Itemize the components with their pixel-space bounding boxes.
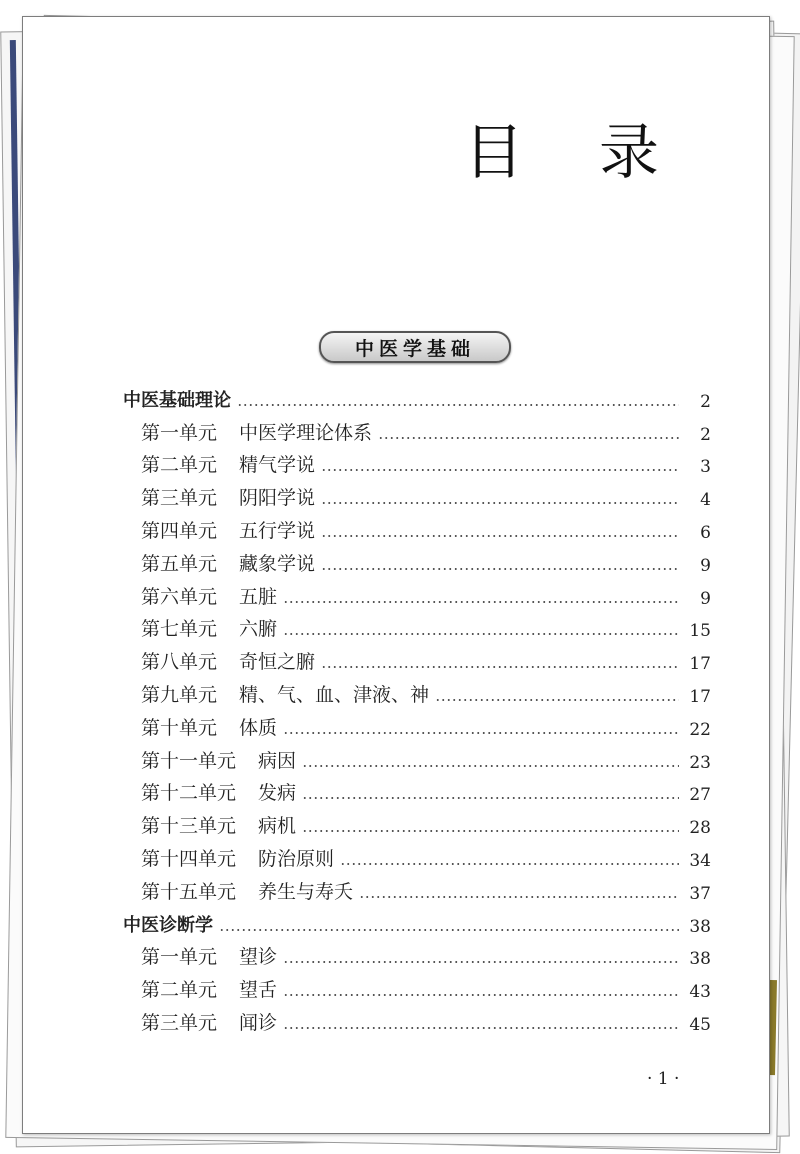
page-ref: 23 xyxy=(689,752,711,773)
unit-number: 第十二单元 xyxy=(141,782,237,805)
chapter-title: 中医基础理论 xyxy=(123,389,231,411)
dot-leader xyxy=(321,568,679,570)
toc-unit-row[interactable] xyxy=(123,871,711,904)
dot-leader xyxy=(283,961,679,963)
unit-title: 望诊 xyxy=(239,946,278,969)
toc-unit-row[interactable] xyxy=(123,1002,711,1035)
unit-title: 望舌 xyxy=(239,979,278,1002)
toc-unit-row[interactable] xyxy=(123,641,711,674)
unit-number: 第一单元 xyxy=(141,946,218,969)
unit-number: 第三单元 xyxy=(141,1011,218,1034)
unit-number: 第十四单元 xyxy=(141,847,237,870)
page-ref: 3 xyxy=(700,457,711,478)
dot-leader xyxy=(283,1027,679,1029)
unit-number: 第九单元 xyxy=(141,683,218,706)
toc-unit-row[interactable] xyxy=(123,445,711,478)
unit-title: 中医学理论体系 xyxy=(239,421,373,444)
dot-leader xyxy=(283,994,679,996)
unit-title: 五脏 xyxy=(239,585,278,608)
dot-leader xyxy=(302,765,679,767)
unit-number: 第一单元 xyxy=(141,421,218,444)
page-ref: 2 xyxy=(700,391,711,412)
toc-unit-row[interactable] xyxy=(123,576,711,609)
page-number: · 1 · xyxy=(647,1069,680,1089)
page-ref: 6 xyxy=(700,522,711,543)
page-ref: 22 xyxy=(689,719,711,740)
page-ref: 43 xyxy=(689,982,711,1003)
dot-leader xyxy=(283,732,679,734)
unit-title: 防治原则 xyxy=(258,847,335,870)
unit-number: 第八单元 xyxy=(141,651,218,674)
unit-number: 第十单元 xyxy=(141,716,218,739)
toc-unit-row[interactable] xyxy=(123,707,711,740)
dot-leader xyxy=(340,863,679,865)
page-ref: 9 xyxy=(700,588,711,609)
dot-leader xyxy=(321,502,679,504)
unit-title: 藏象学说 xyxy=(239,552,316,575)
page-ref: 15 xyxy=(689,621,711,642)
page-ref: 28 xyxy=(689,818,711,839)
toc-page xyxy=(22,16,770,1134)
unit-title: 阴阳学说 xyxy=(239,487,316,510)
toc-unit-row[interactable] xyxy=(123,937,711,970)
dot-leader xyxy=(283,633,679,635)
unit-title: 病因 xyxy=(258,749,297,772)
unit-title: 养生与寿夭 xyxy=(258,880,354,903)
unit-number: 第十一单元 xyxy=(141,749,237,772)
unit-title: 体质 xyxy=(239,716,278,739)
toc-unit-row[interactable] xyxy=(123,805,711,838)
unit-title: 精气学说 xyxy=(239,454,316,477)
unit-number: 第二单元 xyxy=(141,454,218,477)
toc-unit-row[interactable] xyxy=(123,510,711,543)
dot-leader xyxy=(237,404,679,406)
toc-unit-row[interactable] xyxy=(123,477,711,510)
page-ref: 2 xyxy=(700,424,711,445)
page-ref: 34 xyxy=(689,850,711,871)
unit-number: 第五单元 xyxy=(141,552,218,575)
toc-unit-row[interactable] xyxy=(123,773,711,806)
toc-chapter-row[interactable] xyxy=(123,379,711,412)
dot-leader xyxy=(219,929,679,931)
page-ref: 4 xyxy=(700,490,711,511)
unit-title: 六腑 xyxy=(239,618,278,641)
unit-title: 发病 xyxy=(258,782,297,805)
page-ref: 17 xyxy=(689,686,711,707)
section-header: 中医学基础 xyxy=(319,331,511,363)
dot-leader xyxy=(435,699,679,701)
dot-leader xyxy=(302,797,679,799)
unit-title: 五行学说 xyxy=(239,519,316,542)
toc-unit-row[interactable] xyxy=(123,838,711,871)
page-ref: 27 xyxy=(689,785,711,806)
toc-unit-row[interactable] xyxy=(123,543,711,576)
unit-title: 奇恒之腑 xyxy=(239,651,316,674)
dot-leader xyxy=(283,601,679,603)
dot-leader xyxy=(378,437,679,439)
unit-number: 第二单元 xyxy=(141,979,218,1002)
unit-title: 闻诊 xyxy=(239,1011,278,1034)
page-ref: 38 xyxy=(689,916,711,937)
unit-number: 第十五单元 xyxy=(141,880,237,903)
unit-number: 第六单元 xyxy=(141,585,218,608)
toc-unit-row[interactable] xyxy=(123,740,711,773)
dot-leader xyxy=(321,535,679,537)
unit-title: 病机 xyxy=(258,815,297,838)
page-title: 目 录 xyxy=(463,118,687,188)
toc-unit-row[interactable] xyxy=(123,412,711,445)
unit-number: 第七单元 xyxy=(141,618,218,641)
page-ref: 45 xyxy=(689,1014,711,1035)
chapter-title: 中医诊断学 xyxy=(123,914,213,936)
toc-chapter-row[interactable] xyxy=(123,904,711,937)
page-ref: 38 xyxy=(689,949,711,970)
unit-number: 第十三单元 xyxy=(141,815,237,838)
page-ref: 17 xyxy=(689,654,711,675)
dot-leader xyxy=(321,469,679,471)
toc-unit-row[interactable] xyxy=(123,969,711,1002)
unit-number: 第三单元 xyxy=(141,487,218,510)
unit-number: 第四单元 xyxy=(141,519,218,542)
page-ref: 37 xyxy=(689,883,711,904)
toc-unit-row[interactable] xyxy=(123,674,711,707)
page-ref: 9 xyxy=(700,555,711,576)
toc-unit-row[interactable] xyxy=(123,609,711,642)
dot-leader xyxy=(302,830,679,832)
table-of-contents xyxy=(123,379,711,1035)
dot-leader xyxy=(321,666,679,668)
unit-title: 精、气、血、津液、神 xyxy=(239,683,430,706)
dot-leader xyxy=(359,896,679,898)
